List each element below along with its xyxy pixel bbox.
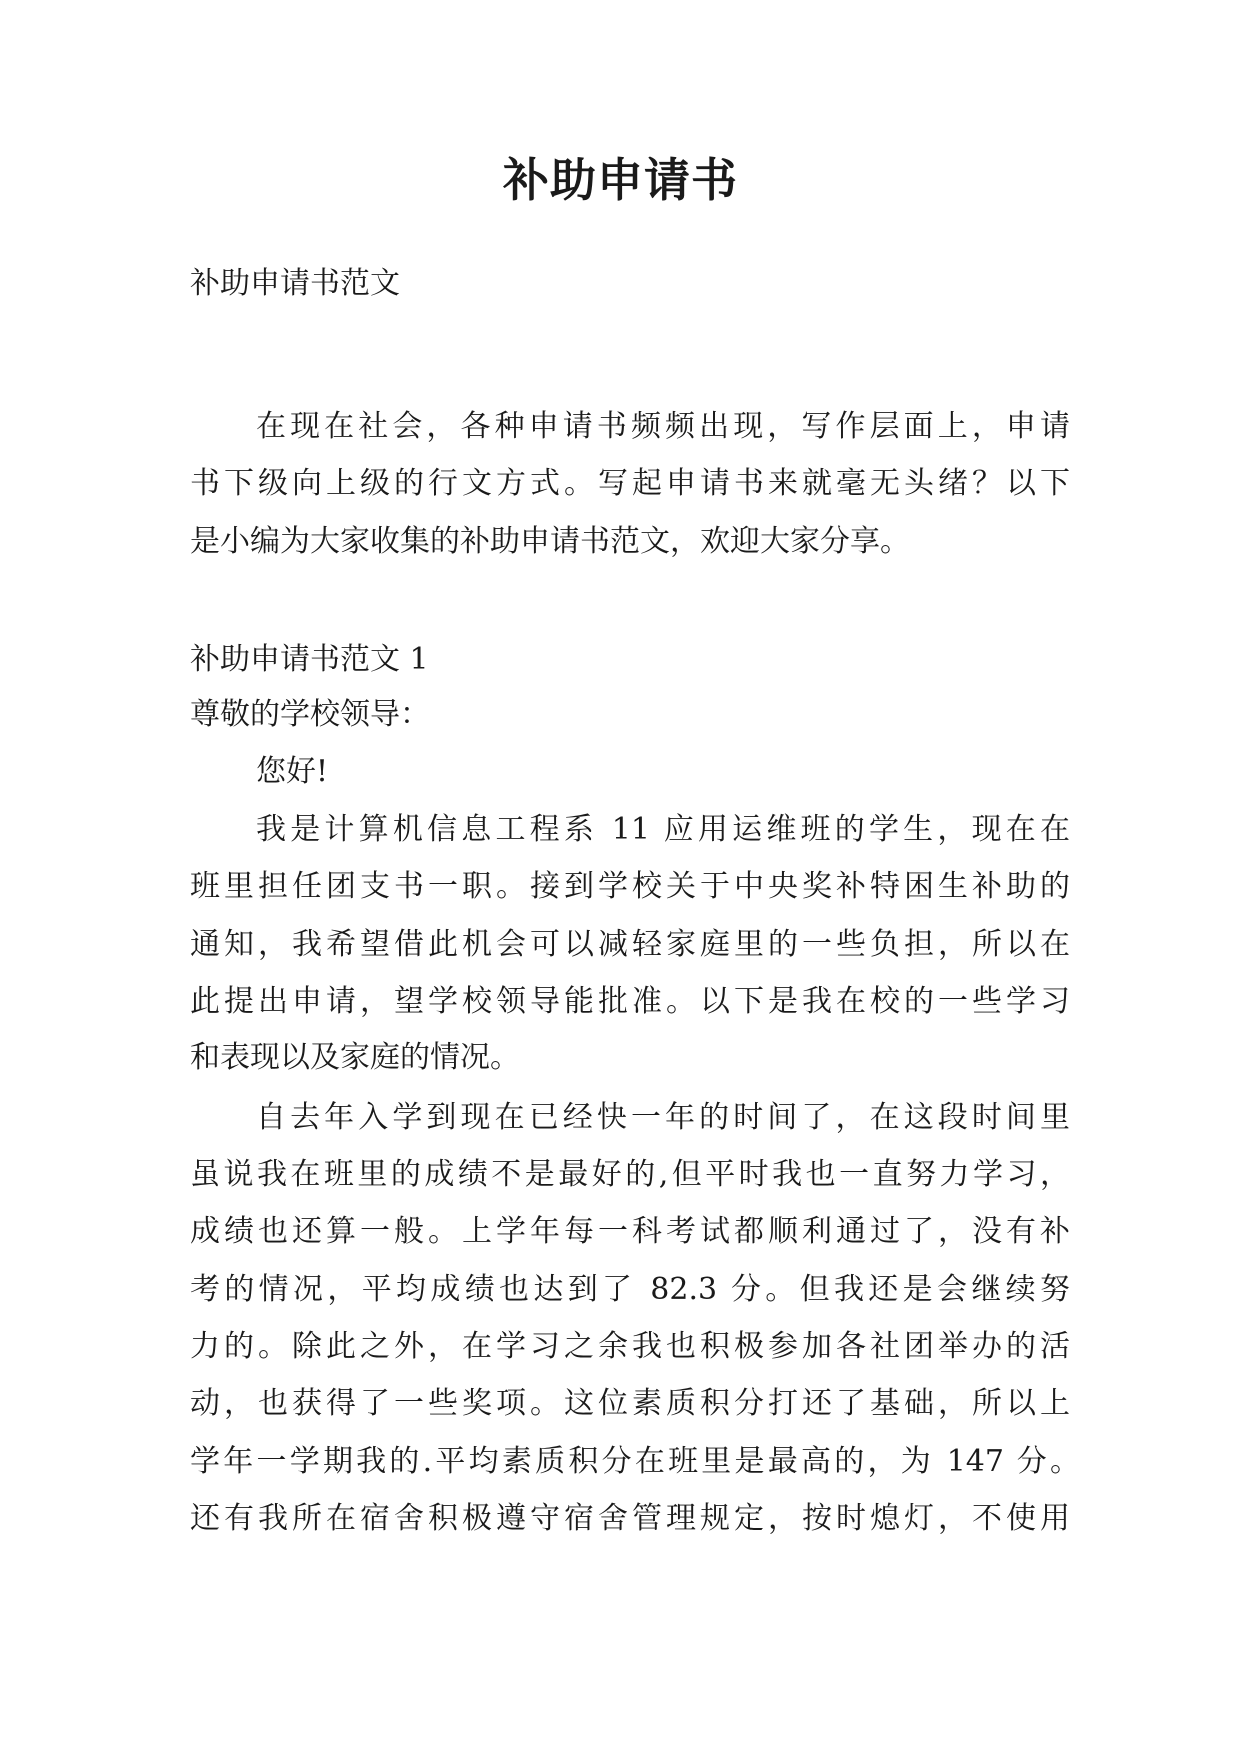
paragraph-line: 通知，我希望借此机会可以减轻家庭里的一些负担，所以在 xyxy=(190,927,1070,962)
paragraph-line: 自去年入学到现在已经快一年的时间了，在这段时间里 xyxy=(256,1100,1070,1135)
paragraph-line: 考的情况，平均成绩也达到了 82.3 分。但我还是会继续努 xyxy=(190,1272,1070,1307)
paragraph-line: 成绩也还算一般。上学年每一科考试都顺利通过了，没有补 xyxy=(190,1214,1070,1249)
greeting: 您好! xyxy=(256,754,329,789)
paragraph-line: 和表现以及家庭的情况。 xyxy=(190,1040,520,1075)
salutation: 尊敬的学校领导： xyxy=(190,697,430,732)
paragraph-line: 力的。除此之外，在学习之余我也积极参加各社团举办的活 xyxy=(190,1329,1070,1364)
intro-line: 在现在社会，各种申请书频频出现，写作层面上，申请 xyxy=(256,409,1070,444)
intro-line: 是小编为大家收集的补助申请书范文，欢迎大家分享。 xyxy=(190,524,910,559)
section-heading: 补助申请书范文 1 xyxy=(190,642,429,677)
paragraph-line: 此提出申请，望学校领导能批准。以下是我在校的一些学习 xyxy=(190,984,1070,1019)
paragraph-line: 还有我所在宿舍积极遵守宿舍管理规定，按时熄灯，不使用 xyxy=(190,1501,1070,1536)
document-title: 补助申请书 xyxy=(503,153,738,207)
document-subtitle: 补助申请书范文 xyxy=(190,266,400,301)
paragraph-line: 学年一学期我的.平均素质积分在班里是最高的，为 147 分。 xyxy=(190,1444,1080,1479)
paragraph-line: 动，也获得了一些奖项。这位素质积分打还了基础，所以上 xyxy=(190,1386,1070,1421)
paragraph-line: 班里担任团支书一职。接到学校关于中央奖补特困生补助的 xyxy=(190,869,1070,904)
intro-line: 书下级向上级的行文方式。写起申请书来就毫无头绪？以下 xyxy=(190,466,1070,501)
paragraph-line: 虽说我在班里的成绩不是最好的,但平时我也一直努力学习， xyxy=(190,1157,1070,1192)
paragraph-line: 我是计算机信息工程系 11 应用运维班的学生，现在在 xyxy=(256,812,1070,847)
